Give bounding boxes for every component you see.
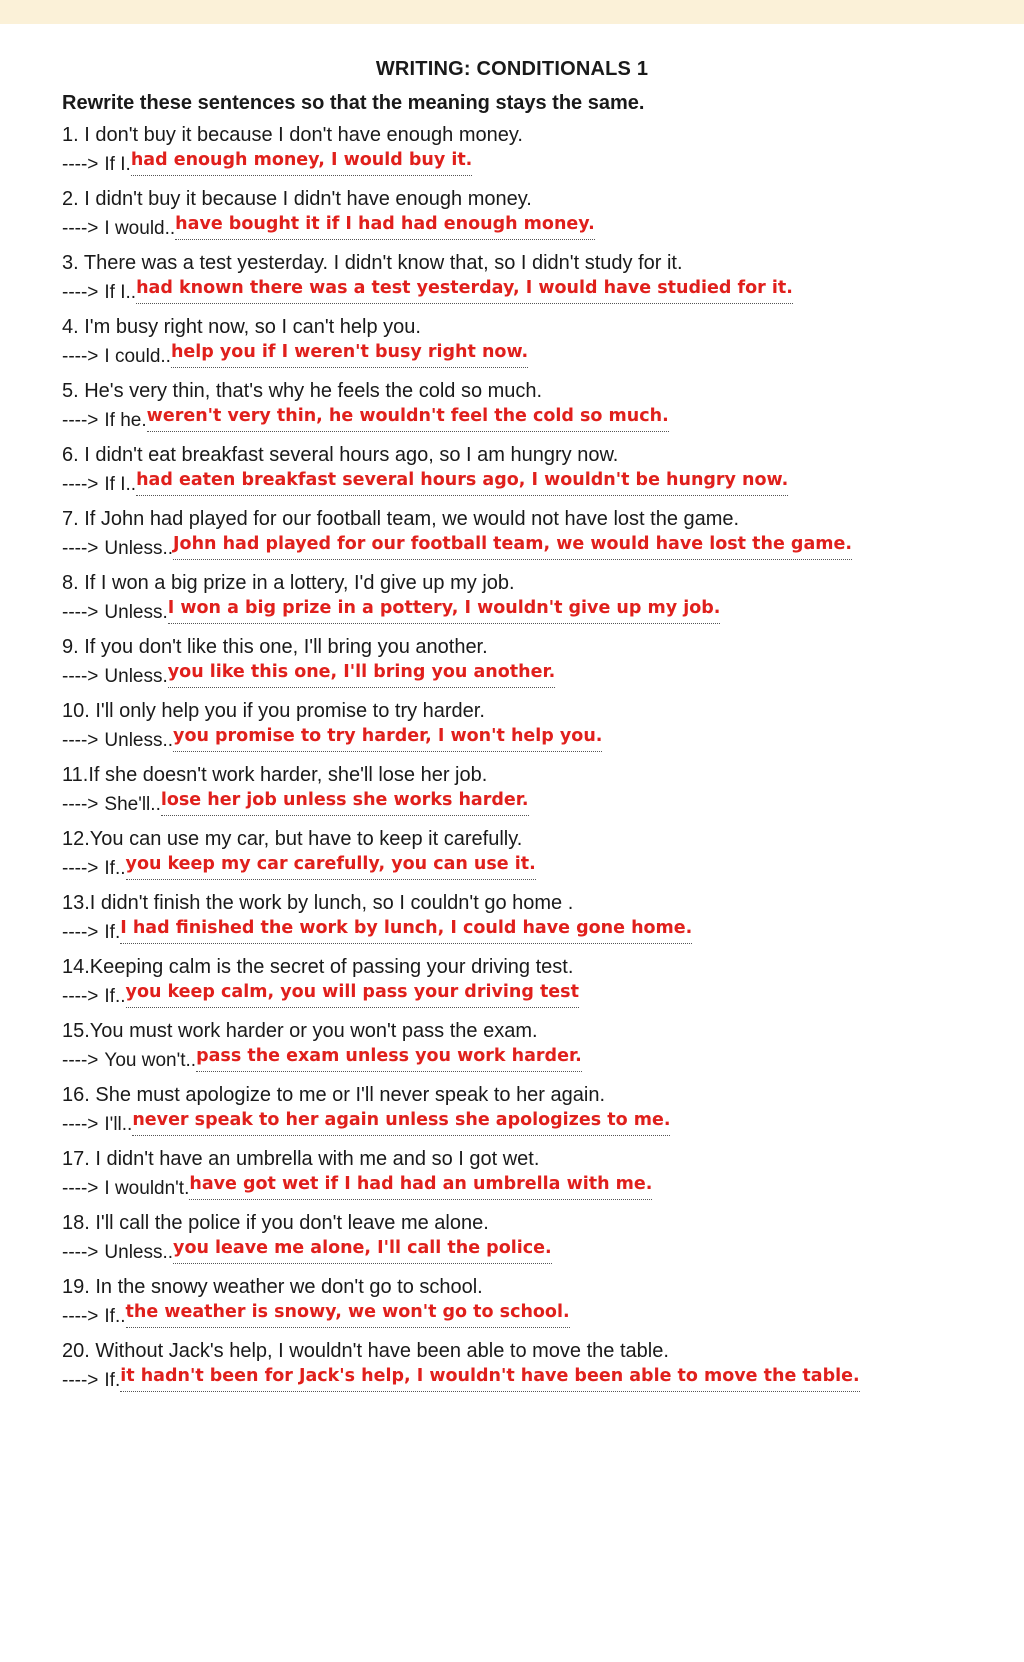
- answer-field: [171, 344, 528, 368]
- answer-dots: .: [141, 410, 147, 431]
- answer-prefix: If: [104, 1370, 115, 1391]
- arrow-marker: ---->: [62, 1306, 99, 1327]
- answer-line: [62, 216, 595, 240]
- answer-line: [62, 280, 793, 304]
- arrow-marker: ---->: [62, 1242, 99, 1263]
- exercise-item: [62, 506, 982, 570]
- answer-line: [62, 792, 529, 816]
- exercise-question: 1. I don't buy it because I don't have enough money.: [62, 124, 523, 146]
- answer-prefix: You won't: [104, 1050, 186, 1071]
- answer-text: John had played for our football team, we would have lost the game.: [173, 534, 853, 554]
- answer-line: [62, 1176, 652, 1200]
- exercise-item: [62, 954, 982, 1018]
- top-band: [0, 0, 1024, 24]
- answer-field: [136, 472, 788, 496]
- answer-line: [62, 600, 720, 624]
- answer-text: you promise to try harder, I won't help you.: [173, 726, 603, 746]
- answer-dots: ..: [114, 858, 126, 879]
- answer-dots: ..: [150, 794, 161, 815]
- answer-prefix: If: [104, 922, 115, 943]
- answer-dots: .: [184, 1178, 190, 1199]
- answer-prefix: Unless: [104, 666, 163, 687]
- answer-line: [62, 920, 692, 944]
- exercise-item: [62, 250, 982, 314]
- answer-field: [126, 984, 579, 1008]
- arrow-marker: ---->: [62, 282, 99, 303]
- exercise-item: [62, 186, 982, 250]
- answer-dots: .: [114, 922, 121, 943]
- answer-field: [168, 664, 555, 688]
- answer-prefix: If: [104, 986, 115, 1007]
- answer-text: had known there was a test yesterday, I would have studied for it.: [136, 278, 793, 298]
- answer-dots: .: [162, 666, 168, 687]
- exercise-item: [62, 570, 982, 634]
- answer-dots: .: [162, 602, 168, 623]
- answer-prefix: Unless: [104, 538, 163, 559]
- exercise-question: 3. There was a test yesterday. I didn't know that, so I didn't study for it.: [62, 252, 683, 274]
- arrow-marker: ---->: [62, 1114, 99, 1135]
- answer-field: [173, 728, 602, 752]
- answer-prefix: I could: [104, 346, 161, 367]
- exercise-question: 10. I'll only help you if you promise to try harder.: [62, 700, 485, 722]
- arrow-marker: ---->: [62, 602, 99, 623]
- arrow-marker: ---->: [62, 794, 99, 815]
- answer-field: [132, 1112, 670, 1136]
- exercise-question: 11.If she doesn't work harder, she'll lose her job.: [62, 764, 488, 786]
- arrow-marker: ---->: [62, 154, 99, 175]
- worksheet-instruction: Rewrite these sentences so that the meaning stays the same.: [62, 92, 645, 114]
- answer-line: [62, 408, 669, 432]
- arrow-marker: ---->: [62, 986, 99, 1007]
- answer-line: [62, 664, 555, 688]
- answer-field: [175, 216, 595, 240]
- exercise-question: 8. If I won a big prize in a lottery, I'd give up my job.: [62, 572, 515, 594]
- exercise-item: [62, 698, 982, 762]
- answer-field: [147, 408, 669, 432]
- answer-text: lose her job unless she works harder.: [160, 790, 529, 810]
- answer-text: you like this one, I'll bring you another.: [167, 662, 556, 682]
- answer-text: you leave me alone, I'll call the police.: [173, 1238, 552, 1258]
- answer-text: had eaten breakfast several hours ago, I wouldn't be hungry now.: [136, 470, 789, 490]
- answer-field: [161, 792, 529, 816]
- exercise-question: 17. I didn't have an umbrella with me and so I got wet.: [62, 1148, 540, 1170]
- answer-text: you keep my car carefully, you can use it.: [125, 854, 536, 874]
- answer-text: had enough money, I would buy it.: [130, 150, 473, 170]
- exercise-question: 6. I didn't eat breakfast several hours ago, so I am hungry now.: [62, 444, 619, 466]
- exercise-item: [62, 634, 982, 698]
- answer-field: [189, 1176, 652, 1200]
- answer-line: [62, 472, 788, 496]
- answer-dots: ..: [162, 730, 174, 751]
- exercise-question: 14.Keeping calm is the secret of passing your driving test.: [62, 956, 574, 978]
- exercise-question: 16. She must apologize to me or I'll never speak to her again.: [62, 1084, 606, 1106]
- exercise-item: [62, 1338, 982, 1402]
- exercise-item: [62, 762, 982, 826]
- answer-prefix: If: [104, 858, 115, 879]
- answer-field: [126, 856, 536, 880]
- exercise-item: [62, 314, 982, 378]
- answer-line: [62, 1112, 670, 1136]
- exercise-item: [62, 378, 982, 442]
- answer-dots: ..: [125, 474, 137, 495]
- arrow-marker: ---->: [62, 1370, 99, 1391]
- answer-dots: ..: [125, 282, 137, 303]
- answer-dots: ..: [160, 346, 171, 367]
- exercise-question: 5. He's very thin, that's why he feels the cold so much.: [62, 380, 543, 402]
- exercise-item: [62, 826, 982, 890]
- answer-dots: .: [125, 154, 131, 175]
- answer-text: have got wet if I had had an umbrella with me.: [189, 1174, 653, 1194]
- exercise-question: 4. I'm busy right now, so I can't help you.: [62, 316, 421, 338]
- answer-prefix: If he: [104, 410, 142, 431]
- arrow-marker: ---->: [62, 730, 99, 751]
- arrow-marker: ---->: [62, 538, 99, 559]
- answer-dots: ..: [162, 538, 174, 559]
- exercise-question: 19. In the snowy weather we don't go to school.: [62, 1276, 483, 1298]
- answer-line: [62, 1304, 570, 1328]
- exercise-item: [62, 1082, 982, 1146]
- answer-prefix: I'll: [104, 1114, 122, 1135]
- arrow-marker: ---->: [62, 410, 99, 431]
- exercise-item: [62, 122, 982, 186]
- answer-line: [62, 1048, 582, 1072]
- answer-line: [62, 1240, 552, 1264]
- answer-field: [120, 1368, 859, 1392]
- answer-prefix: Unless: [104, 730, 163, 751]
- answer-prefix: If: [104, 1306, 115, 1327]
- arrow-marker: ---->: [62, 1178, 99, 1199]
- exercise-question: 18. I'll call the police if you don't leave me alone.: [62, 1212, 489, 1234]
- answer-field: [136, 280, 793, 304]
- answer-field: [131, 152, 473, 176]
- answer-dots: ..: [114, 1306, 126, 1327]
- answer-text: the weather is snowy, we won't go to school.: [125, 1302, 570, 1322]
- answer-prefix: If I: [104, 282, 126, 303]
- answer-text: I had finished the work by lunch, I could have gone home.: [120, 918, 693, 938]
- answer-line: [62, 728, 602, 752]
- arrow-marker: ---->: [62, 218, 99, 239]
- arrow-marker: ---->: [62, 666, 99, 687]
- answer-prefix: If I: [104, 154, 126, 175]
- answer-prefix: If I: [104, 474, 126, 495]
- answer-line: [62, 152, 472, 176]
- exercise-question: 7. If John had played for our football team, we would not have lost the game.: [62, 508, 740, 530]
- exercise-item: [62, 1146, 982, 1210]
- answer-dots: ..: [164, 218, 176, 239]
- answer-line: [62, 984, 579, 1008]
- answer-prefix: She'll: [104, 794, 151, 815]
- answer-text: weren't very thin, he wouldn't feel the cold so much.: [146, 406, 669, 426]
- answer-dots: .: [114, 1370, 121, 1391]
- answer-text: you keep calm, you will pass your driving test: [125, 982, 579, 1002]
- answer-text: I won a big prize in a pottery, I wouldn't give up my job.: [167, 598, 721, 618]
- answer-prefix: I wouldn't: [104, 1178, 185, 1199]
- exercise-item: [62, 1274, 982, 1338]
- arrow-marker: ---->: [62, 858, 99, 879]
- answer-line: [62, 536, 852, 560]
- answer-text: it hadn't been for Jack's help, I wouldn't have been able to move the table.: [120, 1366, 860, 1386]
- answer-text: help you if I weren't busy right now.: [170, 342, 529, 362]
- answer-prefix: Unless: [104, 602, 163, 623]
- answer-prefix: I would: [104, 218, 165, 239]
- answer-text: have bought it if I had had enough money.: [175, 214, 595, 234]
- answer-field: [168, 600, 721, 624]
- answer-dots: ..: [121, 1114, 133, 1135]
- arrow-marker: ---->: [62, 922, 99, 943]
- exercise-question: 13.I didn't finish the work by lunch, so I couldn't go home .: [62, 892, 574, 914]
- answer-field: [173, 536, 852, 560]
- exercise-item: [62, 1018, 982, 1082]
- arrow-marker: ---->: [62, 474, 99, 495]
- answer-field: [126, 1304, 570, 1328]
- exercise-question: 15.You must work harder or you won't pass the exam.: [62, 1020, 538, 1042]
- exercise-question: 20. Without Jack's help, I wouldn't have been able to move the table.: [62, 1340, 669, 1362]
- answer-dots: ..: [162, 1242, 174, 1263]
- worksheet-title: WRITING: CONDITIONALS 1: [375, 58, 649, 80]
- exercise-question: 12.You can use my car, but have to keep it carefully.: [62, 828, 523, 850]
- exercise-list: [62, 122, 982, 1402]
- arrow-marker: ---->: [62, 346, 99, 367]
- answer-text: pass the exam unless you work harder.: [196, 1046, 582, 1066]
- exercise-question: 2. I didn't buy it because I didn't have enough money.: [62, 188, 532, 210]
- answer-line: [62, 856, 536, 880]
- answer-text: never speak to her again unless she apologizes to me.: [132, 1110, 671, 1130]
- answer-line: [62, 1368, 860, 1392]
- answer-dots: ..: [185, 1050, 197, 1071]
- exercise-item: [62, 890, 982, 954]
- exercise-item: [62, 1210, 982, 1274]
- exercise-question: 9. If you don't like this one, I'll bring you another.: [62, 636, 488, 658]
- answer-line: [62, 344, 528, 368]
- answer-prefix: Unless: [104, 1242, 163, 1263]
- answer-field: [120, 920, 692, 944]
- exercise-item: [62, 442, 982, 506]
- answer-field: [173, 1240, 552, 1264]
- arrow-marker: ---->: [62, 1050, 99, 1071]
- answer-dots: ..: [114, 986, 126, 1007]
- answer-field: [196, 1048, 582, 1072]
